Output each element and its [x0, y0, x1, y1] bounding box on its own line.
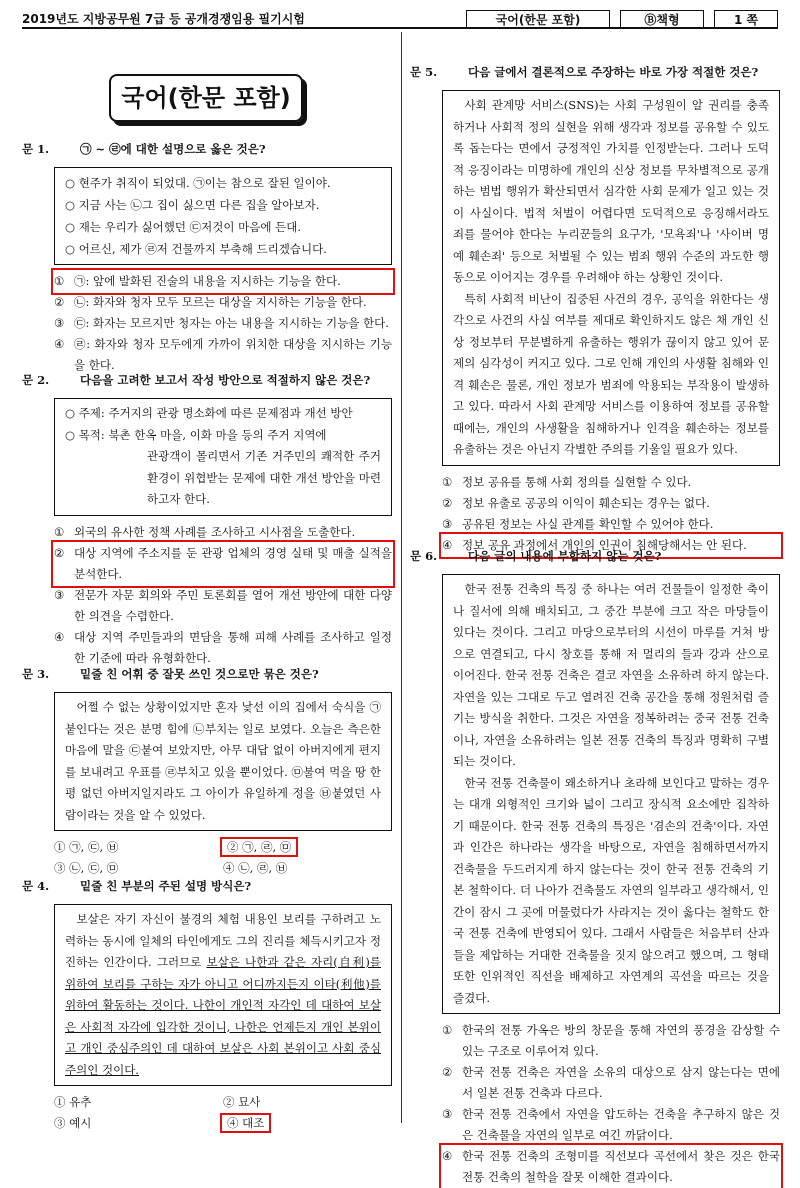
exam-title: 2019년도 지방공무원 7급 등 공개경쟁임용 필기시험: [22, 12, 305, 26]
answer-option-3[interactable]: ③ 한국 전통 건축에서 자연을 압도하는 건축을 추구하지 않은 것은 건축물을 자연의 일부로 여긴 까닭이다.: [442, 1107, 780, 1142]
answer-option-2[interactable]: ② 묘사: [223, 1095, 261, 1109]
answer-option-1[interactable]: ① 한국의 전통 가옥은 방의 창문을 통해 자연의 풍경을 감상할 수 있는 구조로 이루어져 있다.: [442, 1023, 780, 1058]
answer-option-2[interactable]: ② ㉠, ㉣, ㉤: [223, 840, 295, 854]
question-number: 문 2.: [22, 373, 50, 387]
passage-text: 어쩔 수 없는 상황이었지만 혼자 낯선 이의 집에서 숙식을 ㉠붙인다는 것은 분명 힘에 ㉡부치는 일로 보였다. 오늘은 측은한 마음에 말을 ㉢붙여 보았지만, 아무 대답 없이 아버지에게 편지를 보내려고 우표를 ㉣부치고 있을 뿐이었다. ㉤불여 먹을 땅 한 평 없던 아버지일지라도 그 아이가 유일하게 정을 ㉥붙였던 사람이라는 것을 알 수 있었다.: [65, 700, 381, 822]
question-stem: 밑줄 친 어휘 중 잘못 쓰인 것으로만 묶은 것은?: [80, 667, 319, 681]
answer-option-4[interactable]: ④ ㉡, ㉣, ㉥: [223, 861, 288, 875]
passage-box: [442, 574, 780, 1014]
answer-option-3[interactable]: ③ ㉢: 화자는 모르지만 청자는 아는 내용을 지시하는 기능을 한다.: [54, 316, 389, 330]
page-number: 1 쪽: [714, 10, 778, 28]
question-3: [22, 664, 392, 879]
question-stem: 다음 글의 내용에 부합하지 않는 것은?: [468, 549, 662, 563]
passage-box: [54, 692, 392, 831]
example-line: ○ 어르신, 제가 ㉣저 건물까지 부축해 드리겠습니다.: [65, 242, 327, 256]
answer-option-1[interactable]: ① 외국의 유사한 정책 사례를 조사하고 시사점을 도출한다.: [54, 524, 356, 539]
question-2: [22, 370, 392, 669]
answer-option-3[interactable]: ③ 전문가 자문 회의와 주민 토론회를 열어 개선 방안에 대한 다양한 의견을 수렴한다.: [54, 587, 392, 623]
booklet-box: Ⓑ책형: [620, 10, 704, 28]
answer-option-4[interactable]: ④ 정보 공유 과정에서 개인의 인권이 침해당해서는 안 된다.: [442, 535, 780, 556]
question-1: [22, 139, 392, 376]
answer-option-1[interactable]: ① 유추: [54, 1095, 92, 1109]
question-number: 문 6.: [410, 549, 438, 563]
question-number: 문 5.: [410, 65, 438, 79]
example-line: ○ 재는 우리가 싫어했던 ㉢저것이 마음에 든대.: [65, 220, 301, 234]
answer-option-2[interactable]: ② 대상 지역에 주소지를 둔 관광 업체의 경영 실태 및 매출 실적을 분석한다.: [54, 543, 392, 585]
question-number: 문 1.: [22, 142, 50, 156]
underlined-passage: 보살은 나한과 같은 자리(自利)를 위하여 보리를 구하는 자가 아니고 어디까지든지 이타(利他)를 위하여 활동하는 것이다. 나한이 개인적 자각인 데 대하여 보살은 사회적 자각에 입각한 것이니, 나한은 언제든지 개인 본위이고 개인 중심주의인 데 대하여 보살은 사회 본위이고 사회 중심주의인 것이다.: [65, 955, 381, 1077]
subject-box: 국어(한문 포함): [466, 10, 610, 28]
answer-option-4[interactable]: ④ 대조: [223, 1116, 268, 1130]
question-5: [410, 62, 780, 556]
passage-box: [54, 904, 392, 1086]
answer-option-3[interactable]: ③ 예시: [54, 1116, 92, 1130]
answer-option-3[interactable]: ③ ㉡, ㉢, ㉤: [54, 861, 119, 875]
column-divider: [401, 32, 402, 1123]
example-line: ○ 지금 사는 ㉡그 집이 싫으면 다른 집을 알아보자.: [65, 198, 320, 212]
example-line: ○ 현주가 취직이 되었대. ㉠이는 참으로 잘된 일이야.: [65, 176, 331, 190]
answer-option-1[interactable]: ① ㉠, ㉢, ㉥: [54, 840, 119, 854]
question-4: [22, 876, 392, 1134]
question-stem: 밑줄 친 부분의 주된 설명 방식은?: [80, 879, 252, 893]
answer-option-4[interactable]: ④ ㉣: 화자와 청자 모두에게 가까이 위치한 대상을 지시하는 기능을 한다.: [54, 337, 392, 372]
question-number: 문 3.: [22, 667, 50, 681]
passage-paragraph: 사회 관계망 서비스(SNS)는 사회 구성원이 알 권리를 충족하거나 사회적 정의 실현을 위해 생각과 정보를 공유할 수 있도록 돕는다는 면에서 긍정적인 가치를 인정받는다. 그러나 도덕적 응징이라는 미명하에 개인의 신상 정보를 무차별적으로 공개하는 범법 행위가 확산되면서 심각한 사회 문제가 일고 있는 것이 사실이다. 법적 처벌이 어렵다면 도덕적으로 응징해서라도 죄를 물어야 한다는 누리꾼들의 요구가, '모욕죄'나 '사이버 명예 훼손죄' 등으로 처벌될 수 있는 범죄 행위 수준의 과도한 행동으로 이어지는 경우를 우려해야 하는 상황인 것이다.: [453, 98, 769, 284]
header-rule: [22, 27, 778, 29]
answer-option-4[interactable]: ④ 한국 전통 건축의 조형미를 직선보다 곡선에서 찾은 것은 한국 전통 건축의 철학을 잘못 이해한 결과이다.: [442, 1146, 780, 1188]
question-6: [410, 546, 780, 1188]
passage-paragraph: 한국 전통 건축의 특징 중 하나는 여러 건물들이 일정한 축이나 질서에 의해 배치되고, 그 중간 부분에 크고 작은 마당들이 있다는 것이다. 그리고 마당으로부터의 시선이 마루를 거쳐 방으로 연결되고, 다시 창호를 통해 저 멀리의 들과 강과 산으로 이어진다. 한국 전통 건축은 결코 자연을 소유하려 하지 않는다. 자연을 있는 그대로 두고 열려진 건축 공간을 통해 정원처럼 즐기는 방식을 취한다. 그것은 자연을 정복하려는 중국 전통 건축이나, 자연을 소유하려는 일본 전통 건축의 특징과 명확히 구별되는 것이다.: [453, 582, 769, 768]
answer-option-1[interactable]: ① 정보 공유를 통해 사회 정의를 실현할 수 있다.: [442, 474, 692, 489]
question-stem: 다음을 고려한 보고서 작성 방안으로 적절하지 않은 것은?: [80, 373, 371, 387]
answer-option-2[interactable]: ② 정보 유출로 공공의 이익이 훼손되는 경우는 없다.: [442, 495, 710, 510]
topic-line: ○ 주제: 주거지의 관광 명소화에 따른 문제점과 개선 방안: [65, 406, 353, 420]
passage-box: [442, 90, 780, 466]
answer-option-2[interactable]: ② 한국 전통 건축은 자연을 소유의 대상으로 삼지 않는다는 면에서 일본 전통 건축과 다르다.: [442, 1065, 780, 1100]
passage-text: 보살은 자기 자신이 불경의 체험 내용인 보리를 구하려고 노력하는 동시에 일체의 타인에게도 그의 진리를 체득시키고자 정진하는 인간이다. 그러므로: [65, 912, 381, 969]
answer-option-2[interactable]: ② ㉡: 화자와 청자 모두 모르는 대상을 지시하는 기능을 한다.: [54, 295, 367, 309]
passage-paragraph: 특히 사회적 비난이 집중된 사건의 경우, 공익을 위한다는 생각으로 사건의 사실 여부를 제대로 확인하지도 않은 채 개인 신상 정보부터 무분별하게 유출하는 행위가 끊이지 않고 있어 문제의 심각성이 커지고 있다. 그로 인해 개인의 사생활 침해와 인격 훼손은 물론, 개인 정보가 범죄에 악용되는 부작용이 발생하고 있다. 따라서 사회 관계망 서비스를 이용하여 정보를 공유할 때에는, 개인의 사생활을 침해하거나 인격을 훼손하는 정보를 유출하는 것은 아닌지 각별한 주의를 기울일 필요가 있다.: [453, 291, 769, 456]
page-title: 국어(한문 포함): [109, 74, 303, 122]
condition-box: [54, 398, 392, 516]
answer-option-4[interactable]: ④ 대상 지역 주민들과의 면담을 통해 피해 사례를 조사하고 일정한 기준에 따라 유형화한다.: [54, 629, 392, 665]
example-box: [54, 167, 392, 265]
question-stem: ㉠ ~ ㉣에 대한 설명으로 옳은 것은?: [80, 142, 266, 156]
question-stem: 다음 글에서 결론적으로 주장하는 바로 가장 적절한 것은?: [468, 65, 759, 79]
question-number: 문 4.: [22, 879, 50, 893]
answer-option-1[interactable]: ① ㉠: 앞에 발화된 진술의 내용을 지시하는 기능을 한다.: [54, 271, 392, 292]
purpose-cont: 관광객이 몰리면서 기존 거주민의 쾌적한 주거 환경이 위협받는 문제에 대한 개선 방안을 마련하고자 한다.: [147, 449, 381, 506]
passage-paragraph: 한국 전통 건축물이 왜소하거나 초라해 보인다고 말하는 경우는 대개 외형적인 크기와 넓이 그리고 장식적 요소에만 집착하기 때문이다. 한국 전통 건축의 특징은 '겸손의 건축'이다. 자연과 인간은 하나라는 생각을 바탕으로, 자연을 침해하면서까지 건축물을 두드러지게 하지 않는다는 것이 한국 전통 건축의 기본 철학이다. 더 나아가 건축물도 자연의 일부라고 생각해서, 인간이 잠시 그 곳에 머물렀다가 사라지는 것이 옳다는 철학도 한국 전통 건축에 반영되어 있다. 그래서 사람들은 처음부터 산과 들을 제압하는 거대한 건축물을 짓지 않으려고 했으며, 그 형태 또한 인위적인 직선을 배제하고 자연계의 곡선을 따르는 것을 즐겼다.: [453, 775, 769, 1005]
answer-option-3[interactable]: ③ 공유된 정보는 사실 관계를 확인할 수 있어야 한다.: [442, 516, 714, 531]
purpose-line: ○ 목적: 북촌 한옥 마을, 이화 마을 등의 주거 지역에: [65, 427, 327, 442]
